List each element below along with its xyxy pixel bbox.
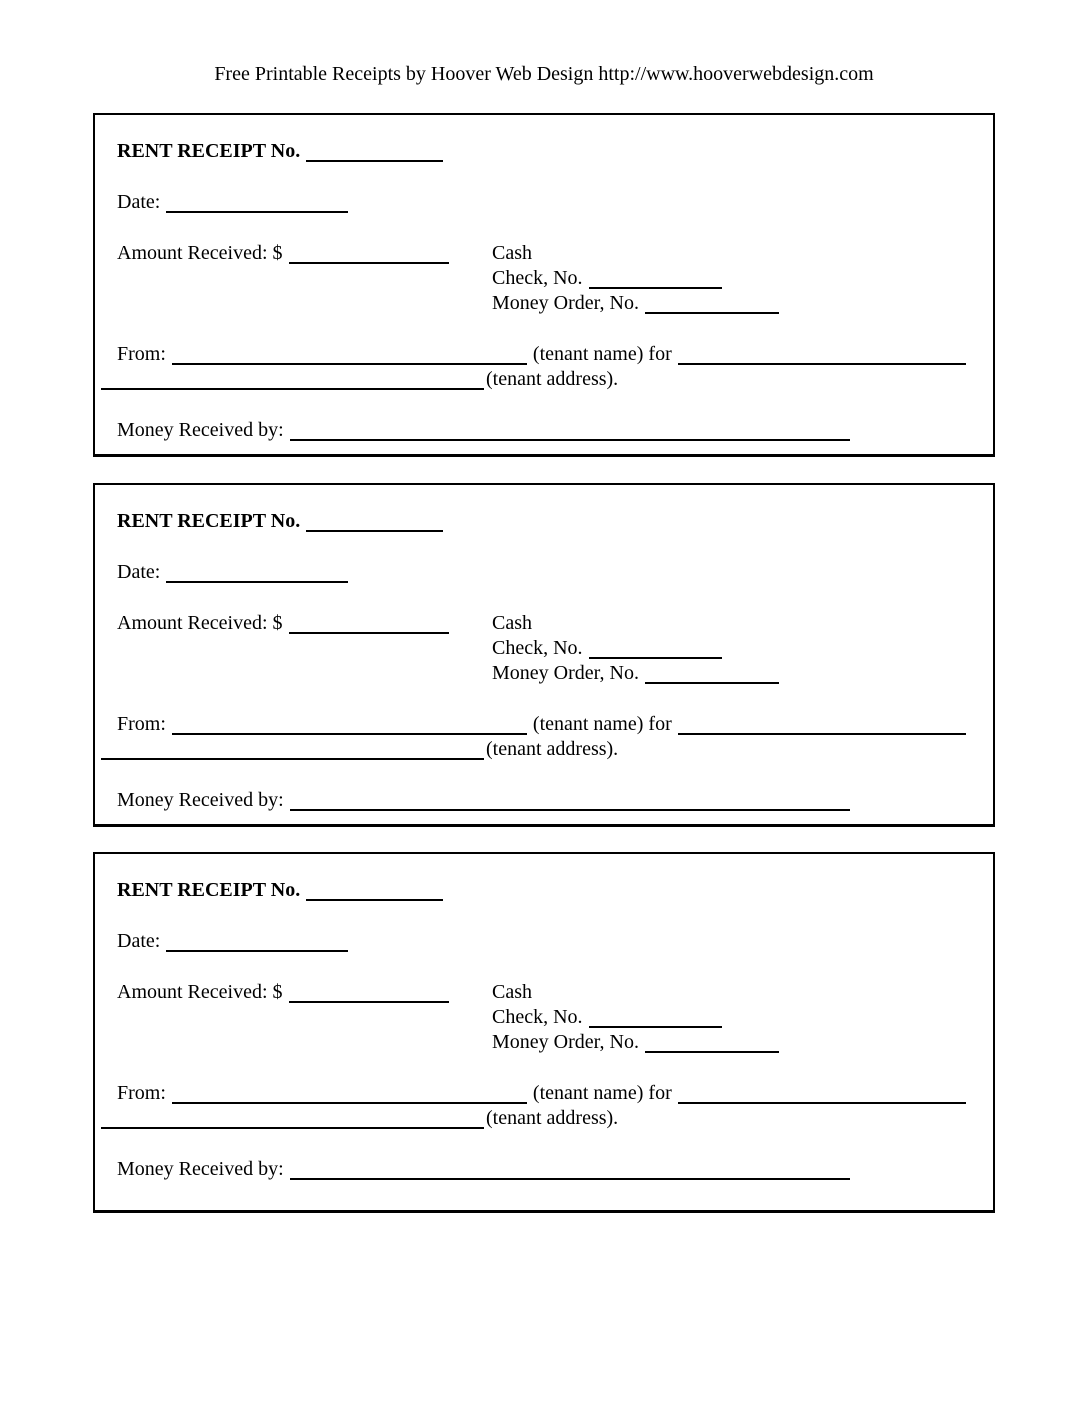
cash-label: Cash (492, 612, 532, 634)
receipt-box-3 (93, 852, 995, 1213)
check-label: Check, No. (492, 1006, 583, 1028)
amount-row (117, 241, 981, 316)
receipt-number-line (306, 899, 443, 901)
from-label: From: (117, 713, 166, 735)
money-order-row (492, 291, 779, 316)
received-by-row (117, 788, 981, 813)
check-row (492, 1005, 779, 1030)
tenant-name-label: (tenant name) for (532, 1082, 672, 1104)
tenant-address-line (101, 388, 484, 390)
tenant-address-label: (tenant address). (486, 1107, 619, 1129)
tenant-address-line (101, 1127, 484, 1129)
check-label: Check, No. (492, 637, 583, 659)
page-header: Free Printable Receipts by Hoover Web Design http://www.hooverwebdesign.com (214, 63, 874, 85)
date-row (117, 929, 981, 954)
check-row (492, 636, 779, 661)
from-row (117, 712, 981, 762)
money-order-row (492, 1030, 779, 1055)
date-label: Date: (117, 561, 161, 583)
rent-receipt-title: RENT RECEIPT No. (117, 879, 301, 901)
check-number-line (589, 1026, 722, 1028)
from-line-2 (117, 367, 981, 392)
tenant-address-label: (tenant address). (486, 368, 619, 390)
amount-row (117, 980, 981, 1055)
date-line (166, 950, 348, 952)
date-line (166, 581, 348, 583)
amount-received-group (117, 241, 492, 316)
money-order-label: Money Order, No. (492, 292, 639, 314)
tenant-name-line (172, 1102, 527, 1104)
check-label: Check, No. (492, 267, 583, 289)
from-line-1 (117, 712, 981, 737)
money-order-label: Money Order, No. (492, 662, 639, 684)
received-by-line (290, 1178, 850, 1180)
tenant-name-line (172, 733, 527, 735)
from-line-1 (117, 1081, 981, 1106)
money-received-by-label: Money Received by: (117, 419, 284, 441)
from-line-2 (117, 1106, 981, 1131)
money-order-number-line (645, 1051, 779, 1053)
money-order-label: Money Order, No. (492, 1031, 639, 1053)
receipt-box-2 (93, 483, 995, 827)
receipt-number-line (306, 530, 443, 532)
receipt-title-row (117, 878, 981, 903)
payment-for-line (678, 1102, 966, 1104)
tenant-name-label: (tenant name) for (532, 713, 672, 735)
from-row (117, 1081, 981, 1131)
money-received-by-label: Money Received by: (117, 1158, 284, 1180)
received-by-row (117, 1157, 981, 1182)
amount-received-group (117, 980, 492, 1055)
money-received-by-label: Money Received by: (117, 789, 284, 811)
tenant-name-line (172, 363, 527, 365)
received-by-line (290, 809, 850, 811)
rent-receipt-title: RENT RECEIPT No. (117, 510, 301, 532)
date-label: Date: (117, 191, 161, 213)
check-row (492, 266, 779, 291)
receipt-box-1 (93, 113, 995, 457)
date-line (166, 211, 348, 213)
money-order-row (492, 661, 779, 686)
received-by-row (117, 418, 981, 443)
amount-received-label: Amount Received: $ (117, 612, 283, 634)
receipt-number-line (306, 160, 443, 162)
amount-row (117, 611, 981, 686)
amount-line (289, 1001, 449, 1003)
from-label: From: (117, 343, 166, 365)
cash-label: Cash (492, 981, 532, 1003)
from-label: From: (117, 1082, 166, 1104)
amount-received-group (117, 611, 492, 686)
payment-method-list (492, 241, 779, 316)
check-number-line (589, 657, 722, 659)
from-row (117, 342, 981, 392)
receipt-title-row (117, 509, 981, 534)
amount-line (289, 262, 449, 264)
money-order-number-line (645, 682, 779, 684)
cash-label: Cash (492, 242, 532, 264)
receipt-title-row (117, 139, 981, 164)
amount-received-label: Amount Received: $ (117, 242, 283, 264)
date-row (117, 190, 981, 215)
tenant-name-label: (tenant name) for (532, 343, 672, 365)
tenant-address-line (101, 758, 484, 760)
tenant-address-label: (tenant address). (486, 738, 619, 760)
amount-received-label: Amount Received: $ (117, 981, 283, 1003)
date-label: Date: (117, 930, 161, 952)
received-by-line (290, 439, 850, 441)
rent-receipt-title: RENT RECEIPT No. (117, 140, 301, 162)
from-line-1 (117, 342, 981, 367)
payment-for-line (678, 733, 966, 735)
date-row (117, 560, 981, 585)
check-number-line (589, 287, 722, 289)
from-line-2 (117, 737, 981, 762)
amount-line (289, 632, 449, 634)
payment-for-line (678, 363, 966, 365)
payment-method-list (492, 611, 779, 686)
payment-method-list (492, 980, 779, 1055)
money-order-number-line (645, 312, 779, 314)
